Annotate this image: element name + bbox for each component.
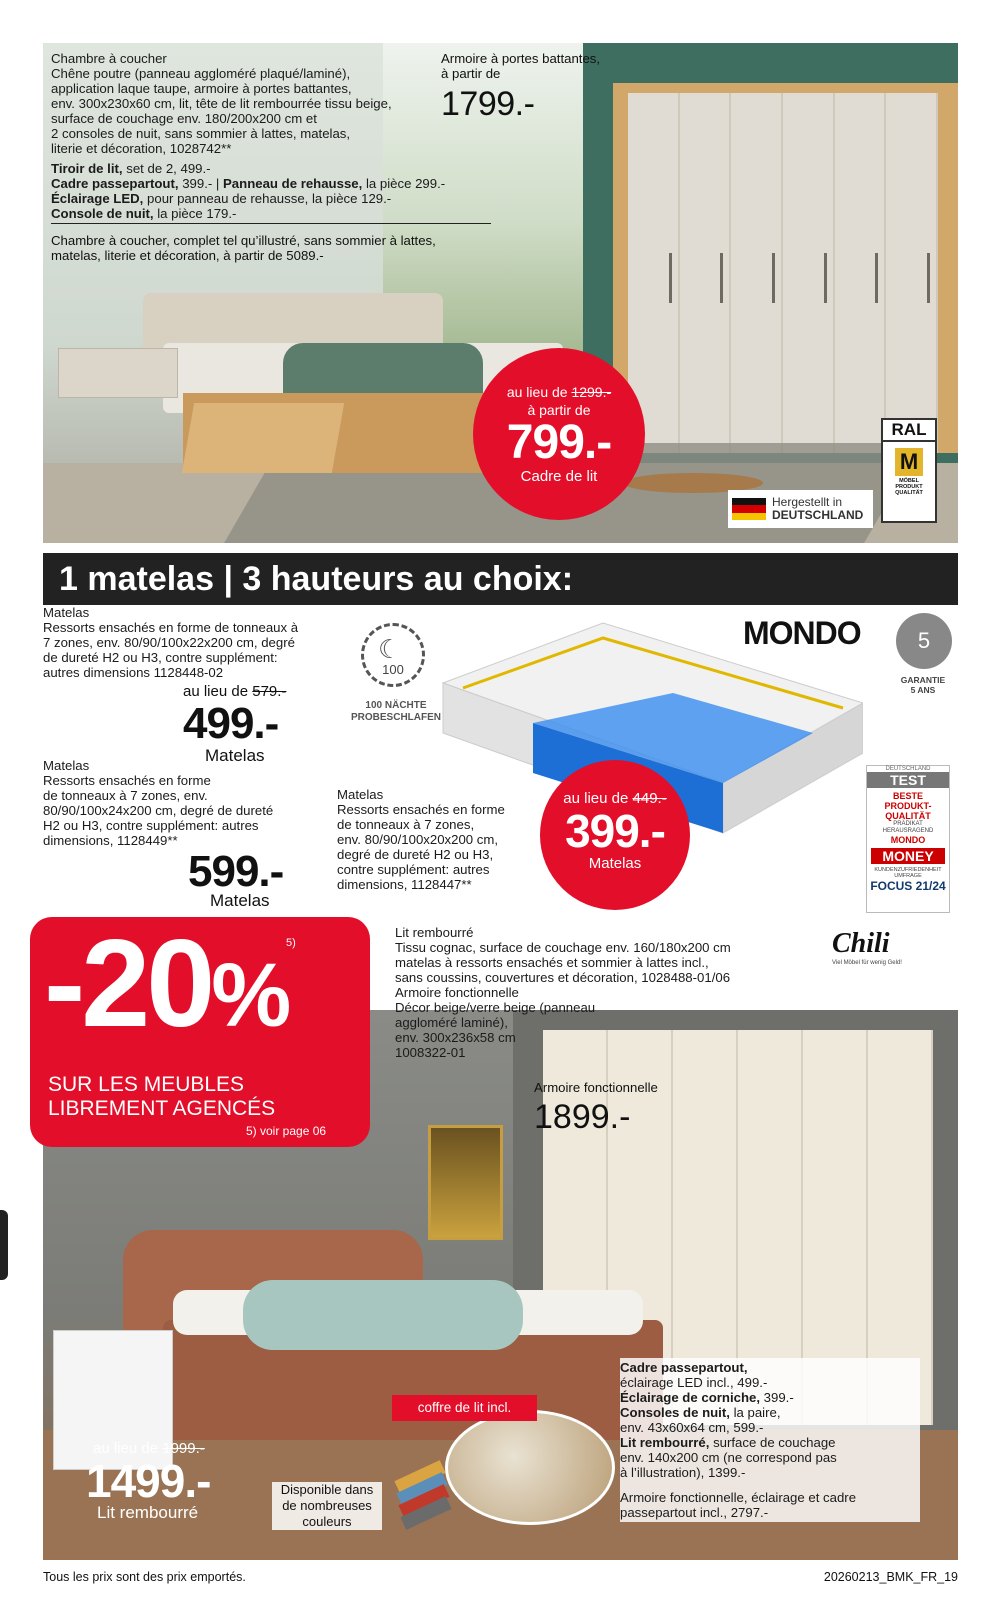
wardrobe-label: Armoire à portes battantes, à partir de: [441, 51, 601, 81]
moon-icon: ☾ 100: [361, 623, 425, 687]
bedroom-spec: Chambre à coucher Chêne poutre (panneau aggloméré plaqué/laminé), application laque taupe, armoire à portes battantes, env. 300x230x60 cm, lit, tête de lit rembourrée tissu beige, surface de couchage env. 180/200x200 cm et 2 consoles de nuit, sans sommier à lattes, matelas, literie et décoration, 1028742**: [51, 51, 392, 156]
mattress-1-price: 499.-: [183, 699, 279, 748]
test-seal: DEUTSCHLAND TEST BESTE PRODUKT- QUALITÄT PRÄDIKAT HERAUSRAGEND MONDO MONEY KUNDENZUFRIEDENHEIT UMFRAGE FOCUS 21/24: [866, 765, 950, 913]
detail-cornice: Éclairage de corniche, 399.-: [620, 1390, 794, 1405]
extra-console: Console de nuit, la pièce 179.-: [51, 206, 237, 221]
wardrobe-image: [628, 93, 938, 453]
mattress-3-text: Matelas Ressorts ensachés en forme de tonneaux à 7 zones, env. 80/90/100x20x200 cm, degré de dureté H2 ou H3, contre supplément: autres dimensions, 1128447**: [337, 787, 505, 892]
wall-painting: [428, 1125, 503, 1240]
bed-drawer: [182, 403, 344, 473]
wardrobe-2-price: 1899.-: [534, 1098, 631, 1136]
bedroom-description: [51, 51, 471, 221]
trial-label: 100 NÄCHTE PROBESCHLAFEN: [350, 700, 441, 723]
mattress-3-price: 399.-: [565, 805, 665, 857]
chili-logo: Chili Viel Möbel für wenig Geld!: [832, 928, 902, 966]
detail-consoles: Consoles de nuit, la paire, env. 43x60x64 cm, 599.-: [620, 1405, 781, 1435]
upholstered-extras: [620, 1358, 920, 1522]
extra-frame: Cadre passepartout, 399.- | Panneau de rehausse, la pièce 299.-: [51, 176, 446, 191]
detail-bed: Lit rembourré, surface de couchage env. 140x200 cm (ne correspond pas à l’illustration), 1399.-: [620, 1435, 837, 1480]
bedroom-section: [43, 43, 958, 543]
guarantee-label: GARANTIE 5 ANS: [900, 675, 946, 695]
mattress-1-was: au lieu de 579.-: [183, 683, 287, 700]
colors-note: Disponible dans de nombreuses couleurs: [272, 1482, 382, 1530]
bedroom-extras: [51, 161, 471, 221]
wardrobe-2-label: Armoire fonctionnelle: [534, 1080, 658, 1095]
ral-quality-seal: RAL M MÖBEL PRODUKT QUALITÄT: [881, 418, 937, 523]
bed-throw: [243, 1280, 523, 1350]
wardrobe-full-set: Armoire fonctionnelle, éclairage et cadre passepartout incl., 2797.-: [620, 1490, 857, 1520]
extra-led: Éclairage LED, pour panneau de rehausse, la pièce 129.-: [51, 191, 392, 206]
upholstered-unit: Lit rembourré: [97, 1503, 199, 1522]
bedroom-full-set: Chambre à coucher, complet tel qu’illustré, sans sommier à lattes, matelas, literie et décoration, à partir de 5089.-: [51, 233, 436, 263]
mattress-2-text: Matelas Ressorts ensachés en forme de tonneaux à 7 zones, env. 80/90/100x24x200 cm, degré de dureté H2 ou H3, contre supplément: autres dimensions, 1128449**: [43, 758, 274, 848]
storage-label: coffre de lit incl.: [392, 1395, 537, 1421]
extra-drawer: Tiroir de lit, set de 2, 499.-: [51, 161, 211, 176]
mattress-1-text: Matelas Ressorts ensachés en forme de tonneaux à 7 zones, env. 80/90/100x22x200 cm, degré de dureté H2 ou H3, contre supplément: autres dimensions 1128448-02: [43, 605, 299, 680]
german-flag-icon: [732, 498, 766, 520]
discount-footnote: 5) voir page 06: [246, 1124, 327, 1138]
badge-price: 799.-: [506, 416, 612, 469]
guarantee-icon: 5: [896, 613, 952, 669]
fabric-swatches-icon: [385, 1462, 455, 1522]
bedframe-price-badge: au lieu de 1299.- à partir de 799.- Cadre de lit: [473, 348, 645, 520]
upholstered-was: au lieu de 1999.-: [93, 1440, 205, 1457]
mattress-1-unit: Matelas: [205, 746, 265, 765]
mattress-section: [43, 605, 958, 930]
divider: [51, 223, 491, 224]
upholstered-price: 1499.-: [86, 1455, 211, 1507]
page-edge-tab: [0, 1210, 8, 1280]
detail-frame: Cadre passepartout, éclairage LED incl., 499.-: [620, 1360, 768, 1390]
discount-text: SUR LES MEUBLES LIBREMENT AGENCÉS: [48, 1073, 276, 1120]
footer-code: 20260213_BMK_FR_19: [823, 1570, 958, 1584]
upholstered-bed-description: Lit rembourré Tissu cognac, surface de couchage env. 160/180x200 cm matelas à ressorts ensachés et sommier à lattes incl., sans coussins, couvertures et décoration, 1028488-01/06 Armoire fonctionnelle Décor beige/verre beige (panneau aggloméré laminé), env. 300x236x58 cm 1008322-01: [395, 925, 731, 1060]
discount-percent: -20%: [44, 915, 288, 1053]
mattress-2-unit: Matelas: [210, 891, 270, 910]
mattress-banner: 1 matelas | 3 hauteurs au choix:: [43, 553, 958, 605]
discount-promo: -20% 5) SUR LES MEUBLES LIBREMENT AGENCÉS 5) voir page 06: [30, 917, 370, 1147]
m-icon: M: [895, 448, 923, 476]
mattress-2-price: 599.-: [188, 847, 284, 896]
footer-note: Tous les prix sont des prix emportés.: [43, 1570, 246, 1584]
mondo-logo: MONDO: [743, 615, 861, 651]
storage-bed-photo: [445, 1410, 615, 1525]
wardrobe-price: 1799.-: [441, 85, 535, 123]
nightstand: [58, 348, 178, 398]
mattress-3-badge: au lieu de 449.- 399.- Matelas: [540, 760, 690, 910]
made-in-germany-badge: Hergestellt in DEUTSCHLAND: [728, 490, 873, 528]
old-price: 1299.-: [571, 384, 612, 400]
